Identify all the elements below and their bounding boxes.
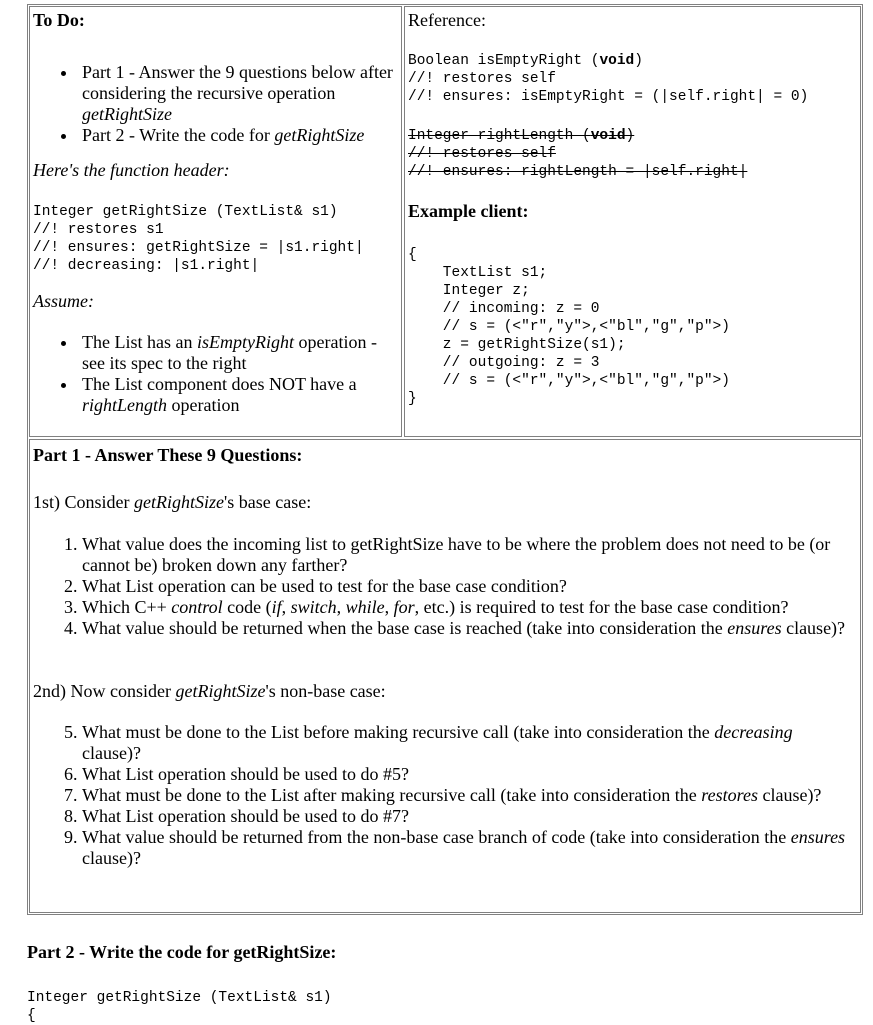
- todo-bullet-list: [30, 62, 400, 146]
- question-1: 1. What value does the incoming list to getRightSize have to be where the problem does not need to be (or cannot be) broken down any farther?: [82, 534, 850, 576]
- todo-heading: To Do:: [33, 10, 85, 30]
- todo-cell: [29, 6, 402, 437]
- isemptyright-spec: Boolean isEmptyRight (void) //! restores self //! ensures: isEmptyRight = (|self.right| = 0): [408, 53, 809, 105]
- non-base-case-questions: [30, 722, 850, 869]
- non-base-case-intro: 2nd) Now consider getRightSize's non-base case:: [33, 681, 386, 701]
- question-3: 3. Which C++ control code (if, switch, while, for, etc.) is required to test for the base case condition?: [82, 597, 850, 618]
- header-intro: Here's the function header:: [33, 160, 230, 180]
- question-6: 6. What List operation should be used to do #5?: [82, 764, 850, 785]
- assume-bullet-isemptyright: • The List has an isEmptyRight operation - see its spec to the right: [78, 332, 400, 374]
- example-client-heading: Example client:: [408, 201, 529, 221]
- part1-heading: Part 1 - Answer These 9 Questions:: [33, 445, 303, 465]
- todo-bullet-part2: • Part 2 - Write the code for getRightSize: [78, 125, 400, 146]
- function-header-code: Integer getRightSize (TextList& s1) //! restores s1 //! ensures: getRightSize = |s1.right| //! decreasing: |s1.right|: [33, 204, 364, 274]
- reference-heading: Reference:: [408, 10, 486, 30]
- part1-cell: [29, 439, 861, 913]
- example-client-code: { TextList s1; Integer z; // incoming: z = 0 // s = (<"r","y">,<"bl","g","p">) z = getRightSize(s1); // outgoing: z = 3 // s = (<"r","y">,<"bl","g","p">) }: [408, 247, 730, 407]
- rightlength-spec-struck: Integer rightLength (void) //! restores self //! ensures: rightLength = |self.right|: [408, 128, 748, 180]
- question-2: 2. What List operation can be used to test for the base case condition?: [82, 576, 850, 597]
- reference-cell: [404, 6, 861, 437]
- base-case-intro: 1st) Consider getRightSize's base case:: [33, 492, 312, 512]
- assume-bullet-list: [30, 332, 400, 416]
- base-case-questions: [30, 534, 850, 639]
- question-4: 4. What value should be returned when the base case is reached (take into consideration the ensures clause)?: [82, 618, 850, 639]
- assume-label: Assume:: [33, 291, 94, 311]
- assume-bullet-rightlength: • The List component does NOT have a rightLength operation: [78, 374, 400, 416]
- part2-heading: Part 2 - Write the code for getRightSize:: [27, 942, 337, 962]
- question-8: 8. What List operation should be used to do #7?: [82, 806, 850, 827]
- question-9: 9. What value should be returned from the non-base case branch of code (take into consideration the ensures clause)?: [82, 827, 850, 869]
- todo-bullet-part1: • Part 1 - Answer the 9 questions below after considering the recursive operation getRightSize: [78, 62, 400, 125]
- question-5: 5. What must be done to the List before making recursive call (take into consideration the decreasing clause)?: [82, 722, 850, 764]
- question-7: 7. What must be done to the List after making recursive call (take into consideration the restores clause)?: [82, 785, 850, 806]
- part2-code: Integer getRightSize (TextList& s1) {: [27, 990, 332, 1024]
